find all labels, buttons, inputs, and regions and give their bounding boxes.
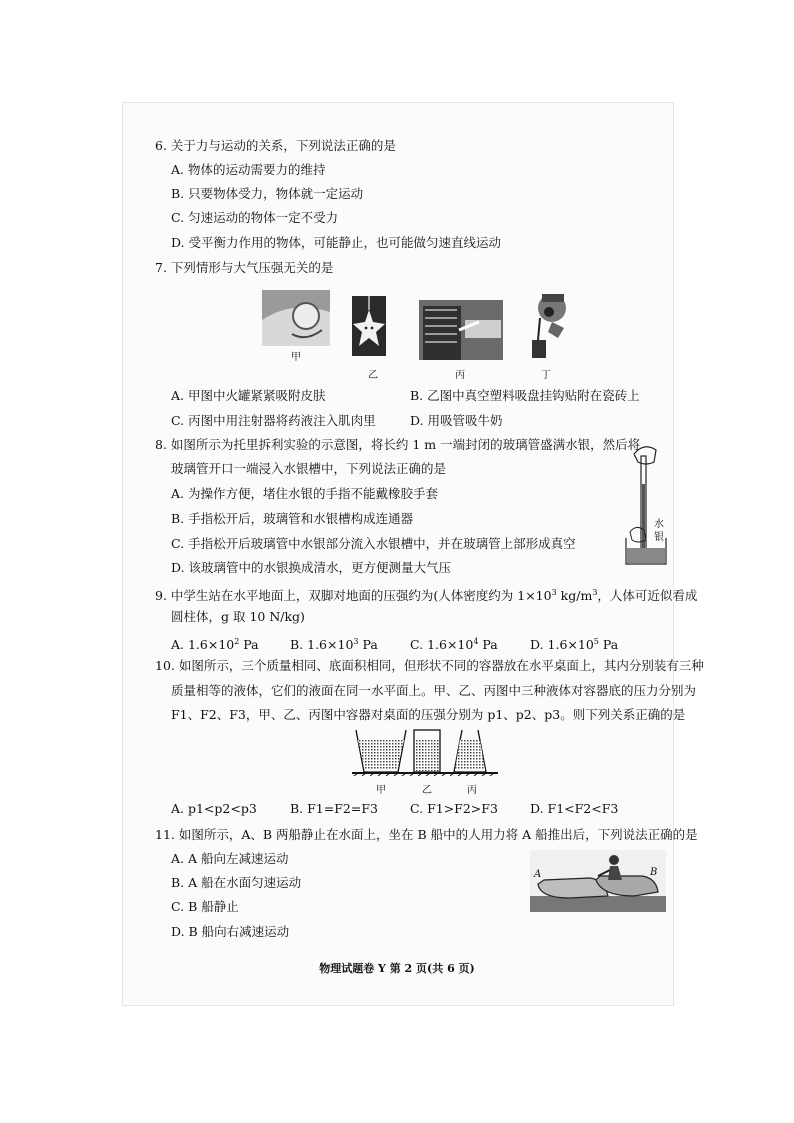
q9-stem-a: 9. 中学生站在水平地面上，双脚对地面的压强约为(人体密度约为 1×10 [155, 588, 552, 604]
q10-option-d: D. F1<F2<F3 [530, 801, 619, 816]
q8-option-d: D. 该玻璃管中的水银换成清水，更方便测量大气压 [171, 560, 452, 575]
q7-caption-jia: 甲 [291, 352, 301, 363]
q7-photo-straw-milk [524, 288, 572, 360]
q11-option-c: C. B 船静止 [171, 899, 239, 914]
q8-stem-line1: 8. 如图所示为托里拆利实验的示意图，将长约 1 m 一端封闭的玻璃管盛满水银，然后将 [155, 437, 641, 452]
q7-photo-injection [419, 300, 503, 360]
q11-stem: 11. 如图所示，A、B 两船静止在水面上，坐在 B 船中的人用力将 A 船推出后，下列说法正确的是 [155, 827, 698, 842]
q9-option-d-sup: 5 [593, 637, 599, 646]
q11-label-a: A [534, 869, 542, 880]
q9-option-a [171, 634, 259, 653]
q11-option-d: D. B 船向右减速运动 [171, 924, 290, 939]
q9-option-b-pre: B. 1.6×10 [290, 637, 354, 653]
q9-stem-sup2: 3 [592, 588, 598, 597]
q10-stem-line1: 10. 如图所示，三个质量相同、底面积相同，但形状不同的容器放在水平桌面上，其内分别装有三种 [155, 658, 704, 673]
q8-label-yin: 银 [654, 532, 664, 543]
q6-option-c: C. 匀速运动的物体一定不受力 [171, 210, 339, 225]
q8-label-shui: 水 [654, 519, 664, 530]
q6-option-a: A. 物体的运动需要力的维持 [171, 162, 326, 177]
q9-option-a-pre: A. 1.6×10 [171, 637, 235, 653]
q7-stem: 7. 下列情形与大气压强无关的是 [155, 260, 334, 275]
q9-option-a-sup: 2 [234, 637, 240, 646]
q7-option-a: A. 甲图中火罐紧紧吸附皮肤 [171, 388, 326, 403]
q10-option-a: A. p1<p2<p3 [171, 801, 257, 816]
q10-caption-jia: 甲 [376, 785, 386, 796]
q10-caption-yi: 乙 [422, 785, 432, 796]
q9-stem-line2: 圆柱体，g 取 10 N/kg) [171, 609, 305, 624]
q9-option-c-sup: 4 [473, 637, 479, 646]
q6-option-d: D. 受平衡力作用的物体，可能静止，也可能做匀速直线运动 [171, 235, 502, 250]
q9-option-b [290, 634, 378, 653]
q8-option-a: A. 为操作方便，堵住水银的手指不能戴橡胶手套 [171, 486, 438, 501]
q7-caption-bing: 丙 [455, 370, 465, 381]
q6-stem: 6. 关于力与运动的关系，下列说法正确的是 [155, 138, 396, 153]
q10-option-b: B. F1=F2=F3 [290, 801, 378, 816]
q10-caption-bing: 丙 [467, 785, 477, 796]
q10-stem-line2: 质量相等的液体，它们的液面在同一水平面上。甲、乙、丙图中三种液体对容器底的压力分别为 [171, 683, 697, 698]
q10-containers-figure [350, 728, 500, 780]
q9-option-b-sup: 3 [353, 637, 359, 646]
q9-option-a-post: Pa [239, 637, 259, 653]
q9-option-c-post: Pa [478, 637, 498, 653]
q8-option-c: C. 手指松开后玻璃管中水银部分流入水银槽中，并在玻璃管上部形成真空 [171, 536, 576, 551]
q7-photo-suction-hook [352, 296, 386, 356]
q11-option-a: A. A 船向左减速运动 [171, 851, 289, 866]
q7-photo-cupping [262, 290, 330, 346]
q9-option-d-post: Pa [598, 637, 619, 653]
q8-option-b: B. 手指松开后，玻璃管和水银槽构成连通器 [171, 511, 414, 526]
page-footer: 物理试题卷 Y 第 2 页(共 6 页) [319, 962, 475, 975]
q7-option-c: C. 丙图中用注射器将药液注入肌肉里 [171, 413, 376, 428]
q9-stem-line1 [155, 585, 697, 604]
q9-stem-c: ，人体可近似看成 [597, 588, 698, 604]
q8-torricelli-figure [620, 440, 672, 570]
q9-option-d [530, 634, 618, 653]
q10-stem-line3: F1、F2、F3，甲、乙、丙图中容器对桌面的压强分别为 p1、p2、p3。则下列关系正确的是 [171, 707, 686, 722]
q9-stem-b: kg/m [556, 588, 593, 604]
q11-label-b: B [650, 867, 658, 878]
q9-option-b-post: Pa [358, 637, 378, 653]
q7-caption-ding: 丁 [541, 370, 551, 381]
q7-option-d: D. 用吸管吸牛奶 [410, 413, 503, 428]
q9-stem-sup: 3 [551, 588, 557, 597]
q9-option-c-pre: C. 1.6×10 [410, 637, 474, 653]
q8-stem-line2: 玻璃管开口一端浸入水银槽中，下列说法正确的是 [171, 461, 447, 476]
q11-option-b: B. A 船在水面匀速运动 [171, 875, 302, 890]
q9-option-d-pre: D. 1.6×10 [530, 637, 594, 653]
q11-boats-figure [530, 850, 666, 912]
q6-option-b: B. 只要物体受力，物体就一定运动 [171, 186, 364, 201]
q10-option-c: C. F1>F2>F3 [410, 801, 498, 816]
q7-option-b: B. 乙图中真空塑料吸盘挂钩贴附在瓷砖上 [410, 388, 640, 403]
q7-caption-yi: 乙 [368, 370, 378, 381]
q9-option-c [410, 634, 498, 653]
